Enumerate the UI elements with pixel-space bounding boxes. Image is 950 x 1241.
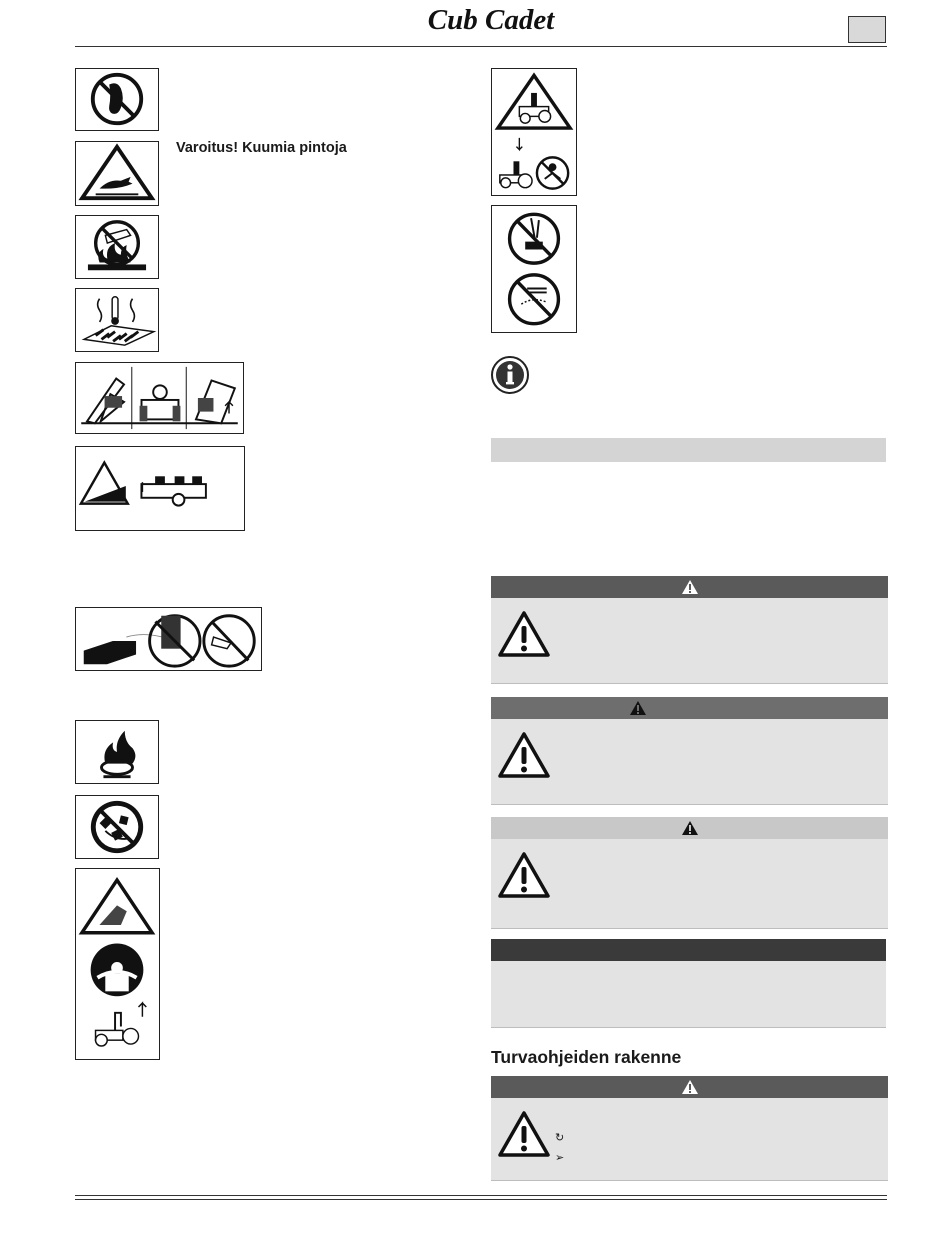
rollover-protection-pictogram xyxy=(75,868,160,1060)
caution-box xyxy=(491,817,888,929)
brand-logo-text: Cub Cadet xyxy=(427,4,555,36)
notice-body xyxy=(491,961,886,1028)
warning-triangle-icon xyxy=(681,579,699,595)
safety-structure-heading: Turvaohjeiden rakenne xyxy=(491,1047,682,1067)
structure-steps xyxy=(555,1128,564,1168)
no-adjust-running-pictogram xyxy=(491,205,577,333)
warning-triangle-icon xyxy=(498,731,550,779)
step-circle-icon: ↻ xyxy=(555,1132,565,1144)
language-tab xyxy=(848,16,886,43)
step-arrow-icon: ➢ xyxy=(555,1152,565,1164)
structure-example-bar xyxy=(491,1076,888,1098)
brand-logo xyxy=(404,4,578,36)
no-debris-pictogram xyxy=(75,795,159,859)
structure-example-box xyxy=(491,1076,888,1181)
header-rule xyxy=(75,46,887,47)
warning-triangle-icon xyxy=(629,700,647,716)
max-slope-pictogram xyxy=(75,446,245,531)
footer-rule-bottom xyxy=(75,1199,887,1200)
no-hands-under-deck-pictogram xyxy=(75,607,262,671)
warning-triangle-icon xyxy=(498,851,550,899)
notice-box xyxy=(491,939,886,1028)
warning-triangle-icon xyxy=(681,820,699,836)
warning-triangle-icon xyxy=(498,610,550,658)
info-icon xyxy=(490,355,530,395)
danger-box xyxy=(491,576,888,684)
hot-ground-pictogram xyxy=(75,288,159,352)
no-touch-hot-pictogram xyxy=(75,215,159,279)
caution-body xyxy=(491,839,888,929)
warning-triangle-icon xyxy=(498,1110,550,1158)
hot-surface-warning-pictogram xyxy=(75,141,159,206)
no-stepping-pictogram xyxy=(75,68,159,131)
tipping-hazard-pictogram xyxy=(75,362,244,434)
warning-body xyxy=(491,719,888,805)
warning-box xyxy=(491,697,888,805)
footer-rule-top xyxy=(75,1195,887,1196)
caution-bar xyxy=(491,817,888,839)
danger-bar xyxy=(491,576,888,598)
warning-bar xyxy=(491,697,888,719)
warning-triangle-icon xyxy=(681,1079,699,1095)
danger-body xyxy=(491,598,888,684)
hot-surfaces-heading: Varoitus! Kuumia pintoja xyxy=(176,140,347,156)
flammable-pictogram xyxy=(75,720,159,784)
structure-example-body xyxy=(491,1098,888,1181)
no-passengers-pictogram xyxy=(491,68,577,196)
notice-bar xyxy=(491,939,886,961)
section-heading-bar xyxy=(491,438,886,462)
